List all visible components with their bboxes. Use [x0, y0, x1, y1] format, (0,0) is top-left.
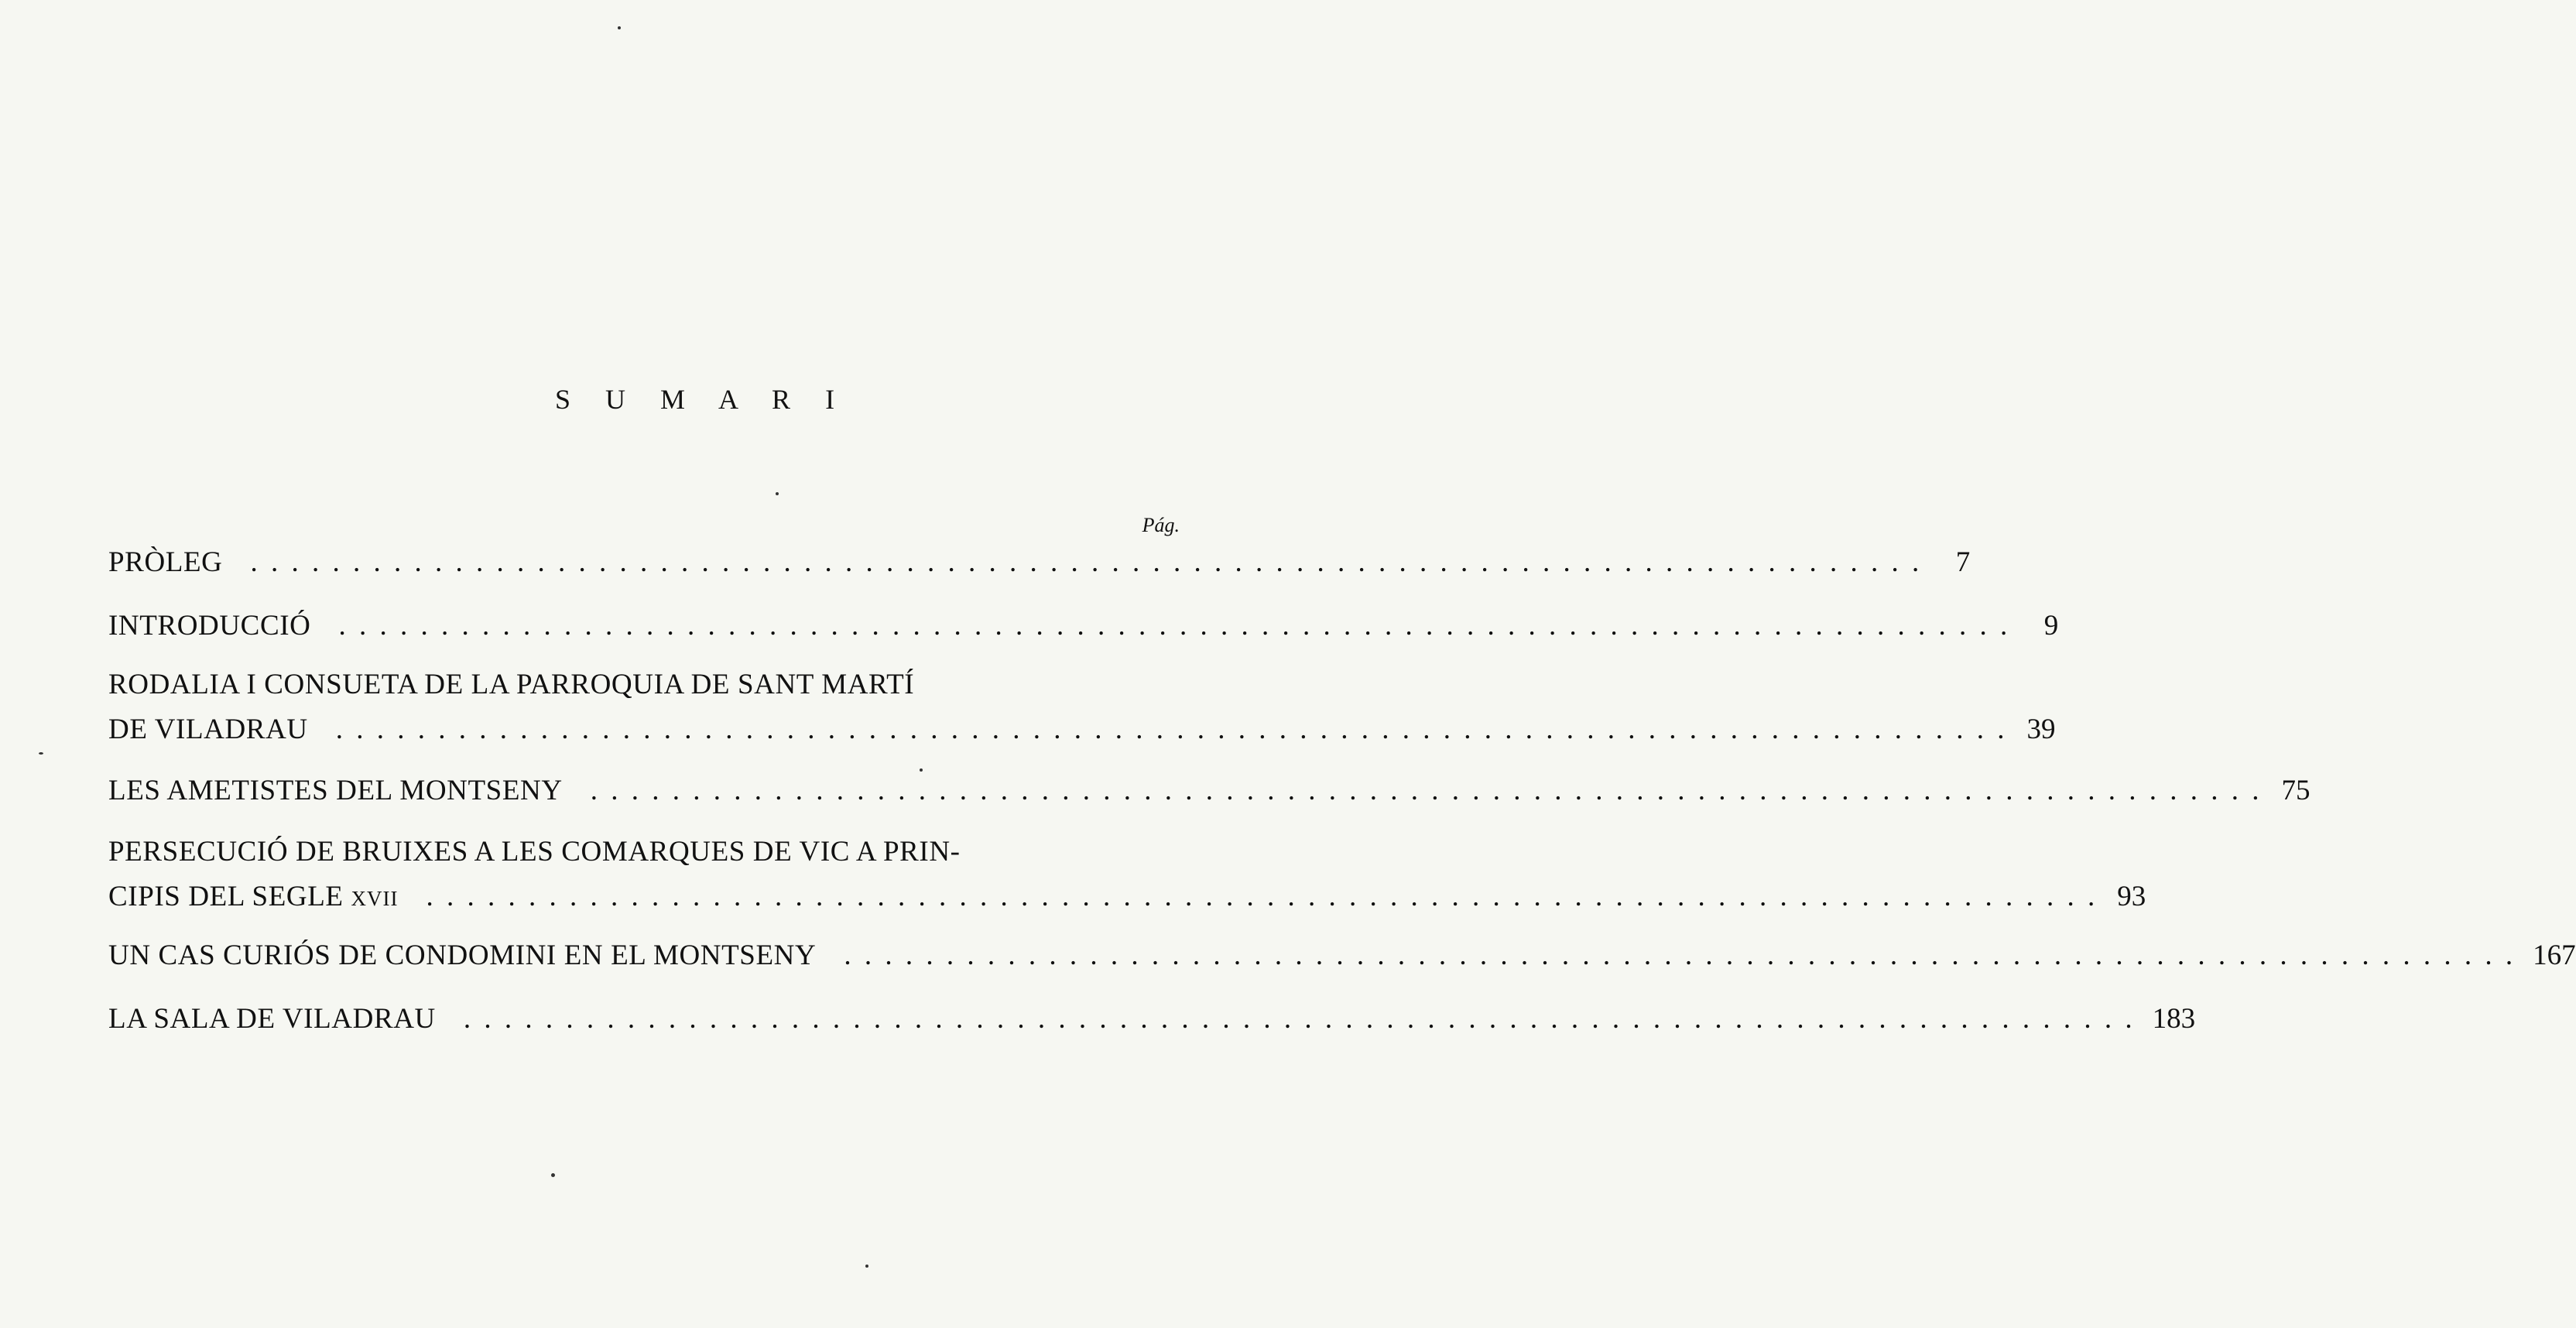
toc-entry-title: INTRODUCCIÓ: [108, 610, 311, 642]
dot-leader: . . . . . . . . . . . . . . . . . . . . . . . . . . . . . . . . . . . . . . . . . . . . . . . . . . . . . . . . . . . . . . . . . . . . . . . . . . . . . . . . . .: [338, 610, 2011, 642]
scan-speck: [920, 768, 923, 772]
dot-leader: . . . . . . . . . . . . . . . . . . . . . . . . . . . . . . . . . . . . . . . . . . . . . . . . . . . . . . . . . . . . . . . . . . . . . . . . . . . . . . . . . .: [463, 1003, 2136, 1035]
scan-speck: [865, 1265, 868, 1268]
scan-speck: [618, 26, 621, 29]
toc-entry: [108, 546, 1971, 580]
toc-entry: [108, 880, 2146, 916]
toc-entry: [108, 835, 1180, 869]
toc-entry-page: 39: [2026, 714, 2056, 745]
toc-entry-title: RODALIA I CONSUETA DE LA PARROQUIA DE SANT MARTÍ: [108, 669, 915, 700]
toc-entry-title: PERSECUCIÓ DE BRUIXES A LES COMARQUES DE VIC A PRIN-: [108, 836, 961, 868]
toc-entry-title: LES AMETISTES DEL MONTSENY: [108, 775, 563, 806]
toc-entry: [108, 713, 2056, 747]
dot-leader: . . . . . . . . . . . . . . . . . . . . . . . . . . . . . . . . . . . . . . . . . . . . . . . . . . . . . . . . . . . . . . . . . . . . . . . . . . . . . . . . . .: [426, 881, 2098, 912]
toc-entry-title: PRÒLEG: [108, 546, 223, 578]
dot-leader: . . . . . . . . . . . . . . . . . . . . . . . . . . . . . . . . . . . . . . . . . . . . . . . . . . . . . . . . . . . . . . . . . . . . . . . . . . . . . . . . . .: [335, 714, 2008, 745]
dot-leader: . . . . . . . . . . . . . . . . . . . . . . . . . . . . . . . . . . . . . . . . . . . . . . . . . . . . . . . . . . . . . . . . . . . . . . . . . . . . . . . . . .: [844, 940, 2516, 971]
dot-leader: . . . . . . . . . . . . . . . . . . . . . . . . . . . . . . . . . . . . . . . . . . . . . . . . . . . . . . . . . . . . . . . . . . . . . . . . . . . . . . . . . .: [250, 546, 1923, 578]
toc-entry-title-continued: DE VILADRAU: [108, 714, 308, 745]
toc-entry-page: 9: [2043, 610, 2059, 642]
toc-entry: [108, 668, 1180, 702]
toc-entry-page: 75: [2281, 775, 2311, 806]
scan-speck: [551, 1173, 555, 1177]
toc-entry-title-continued: CIPIS DEL SEGLE: [108, 881, 344, 912]
toc-entry: [108, 774, 2311, 808]
toc-entry-page: 7: [1955, 546, 1971, 578]
scan-speck: [39, 752, 43, 755]
century-numeral: XVII: [351, 887, 399, 910]
scan-speck: [776, 492, 779, 495]
toc-entry-title: UN CAS CURIÓS DE CONDOMINI EN EL MONTSENY: [108, 940, 817, 971]
toc-entry-title: LA SALA DE VILADRAU: [108, 1003, 436, 1035]
dot-leader: . . . . . . . . . . . . . . . . . . . . . . . . . . . . . . . . . . . . . . . . . . . . . . . . . . . . . . . . . . . . . . . . . . . . . . . . . . . . . . . . . .: [590, 775, 2263, 806]
toc-entry-page: 167: [2533, 940, 2576, 971]
toc-entry: [108, 1002, 2196, 1036]
toc-entry: [108, 609, 2059, 643]
toc-entry-page: 183: [2152, 1003, 2196, 1035]
toc-entry: [108, 939, 2576, 973]
toc-entry-page: 93: [2117, 881, 2146, 912]
summary-title: S U M A R I: [555, 384, 849, 415]
page-column-label: Pág.: [1142, 514, 1180, 536]
